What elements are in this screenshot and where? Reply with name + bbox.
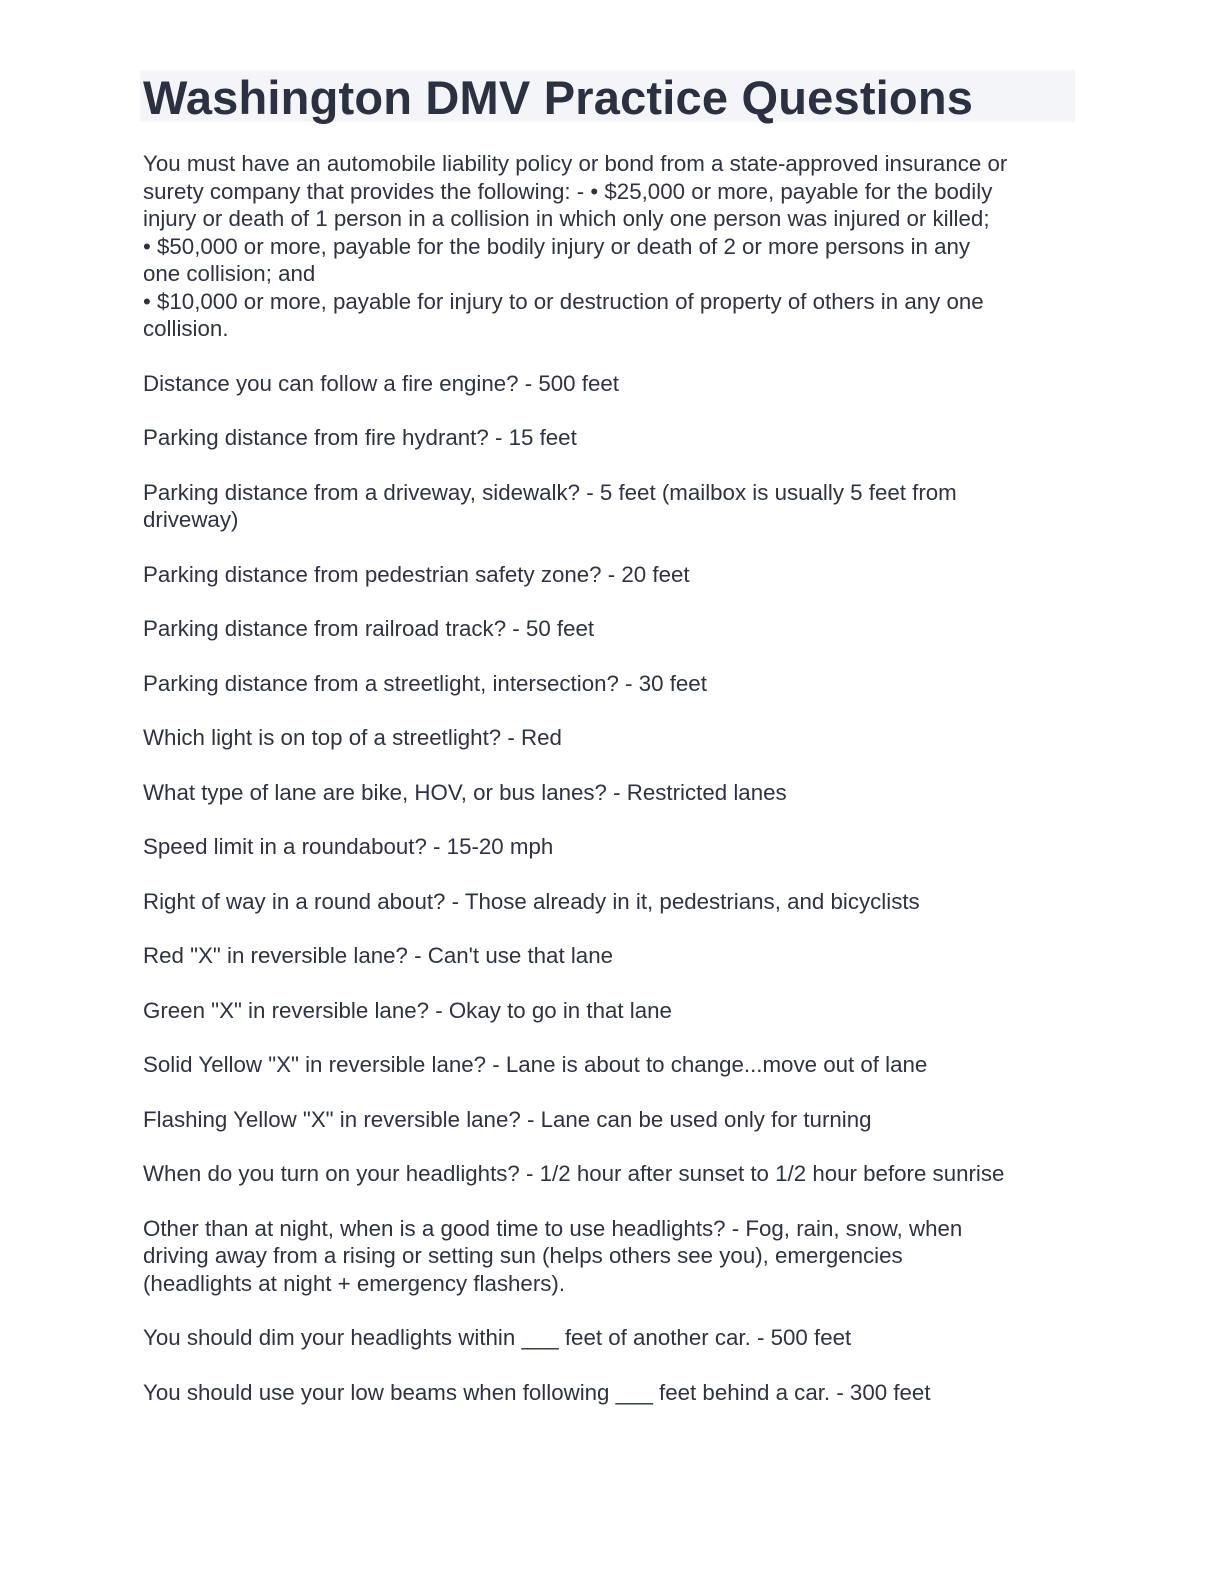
title-block: [140, 70, 1075, 122]
intro-line: • $50,000 or more, payable for the bodily injury or death of 2 or more persons in any: [143, 233, 971, 259]
intro-paragraph: [143, 150, 1075, 343]
qa-line: Parking distance from pedestrian safety zone? - 20 feet: [143, 561, 690, 587]
qa-item: [143, 479, 1075, 534]
qa-text: [143, 1106, 1075, 1134]
qa-line: Speed limit in a roundabout? - 15-20 mph: [143, 834, 554, 859]
qa-item: [143, 942, 1075, 970]
qa-text: [143, 942, 1075, 970]
qa-line: driveway): [143, 507, 239, 532]
intro-line: injury or death of 1 person in a collision in which only one person was injured or killed;: [143, 206, 990, 231]
qa-line: Other than at night, when is a good time to use headlights? - Fog, rain, snow, when: [143, 1215, 963, 1241]
qa-line: Green "X" in reversible lane? - Okay to go in that lane: [143, 997, 672, 1023]
qa-line: Parking distance from railroad track? - 50 feet: [143, 616, 595, 641]
qa-item: [143, 1051, 1075, 1079]
intro-line: surety company that provides the following: - • $25,000 or more, payable for the bodily: [143, 178, 993, 204]
qa-item: [143, 1215, 1075, 1298]
intro-line: one collision; and: [143, 261, 316, 286]
intro-line: • $10,000 or more, payable for injury to or destruction of property of others in any one: [143, 288, 984, 314]
qa-text: [143, 670, 1075, 698]
intro-line: collision.: [143, 316, 229, 341]
qa-item: [143, 779, 1075, 807]
intro-text: [143, 150, 1075, 343]
qa-text: [143, 1215, 1075, 1298]
qa-text: [143, 479, 1075, 534]
document-page: [140, 70, 1075, 1433]
qa-text: [143, 615, 1075, 643]
qa-line: You should dim your headlights within ___ feet of another car. - 500 feet: [143, 1325, 852, 1350]
qa-item: [143, 1106, 1075, 1134]
qa-item: [143, 1379, 1075, 1407]
qa-text: [143, 724, 1075, 752]
qa-text: [143, 561, 1075, 589]
qa-line: Solid Yellow "X" in reversible lane? - Lane is about to change...move out of lane: [143, 1052, 928, 1077]
qa-text: [143, 779, 1075, 807]
qa-line: Right of way in a round about? - Those already in it, pedestrians, and bicyclists: [143, 888, 920, 914]
qa-line: Parking distance from a streetlight, intersection? - 30 feet: [143, 670, 707, 696]
qa-line: Flashing Yellow "X" in reversible lane? - Lane can be used only for turning: [143, 1106, 872, 1132]
qa-text: [143, 424, 1075, 452]
qa-item: [143, 615, 1075, 643]
qa-line: What type of lane are bike, HOV, or bus lanes? - Restricted lanes: [143, 779, 787, 805]
qa-line: Parking distance from a driveway, sidewalk? - 5 feet (mailbox is usually 5 feet from: [143, 479, 957, 505]
page-title: Washington DMV Practice Questions: [143, 71, 974, 124]
qa-text: [143, 1324, 1075, 1352]
qa-line: Parking distance from fire hydrant? - 15 feet: [143, 425, 577, 450]
qa-line: When do you turn on your headlights? - 1/2 hour after sunset to 1/2 hour before sunrise: [143, 1161, 1005, 1186]
qa-line: Distance you can follow a fire engine? - 500 feet: [143, 370, 619, 396]
qa-list: [140, 150, 1075, 1406]
qa-line: You should use your low beams when following ___ feet behind a car. - 300 feet: [143, 1379, 931, 1405]
qa-text: [143, 1379, 1075, 1407]
qa-line: Red "X" in reversible lane? - Can't use that lane: [143, 943, 613, 968]
qa-item: [143, 1160, 1075, 1188]
qa-text: [143, 1051, 1075, 1079]
qa-line: (headlights at night + emergency flashers).: [143, 1270, 566, 1296]
qa-text: [143, 997, 1075, 1025]
qa-item: [143, 670, 1075, 698]
qa-item: [143, 1324, 1075, 1352]
qa-item: [143, 424, 1075, 452]
qa-text: [143, 1160, 1075, 1188]
qa-item: [143, 888, 1075, 916]
qa-item: [143, 997, 1075, 1025]
qa-line: driving away from a rising or setting sun (helps others see you), emergencies: [143, 1243, 903, 1268]
qa-text: [143, 370, 1075, 398]
qa-line: Which light is on top of a streetlight? - Red: [143, 725, 562, 750]
qa-text: [143, 833, 1075, 861]
qa-item: [143, 724, 1075, 752]
qa-item: [143, 370, 1075, 398]
intro-line: You must have an automobile liability policy or bond from a state-approved insurance or: [143, 151, 1008, 176]
qa-item: [143, 561, 1075, 589]
qa-text: [143, 888, 1075, 916]
qa-item: [143, 833, 1075, 861]
